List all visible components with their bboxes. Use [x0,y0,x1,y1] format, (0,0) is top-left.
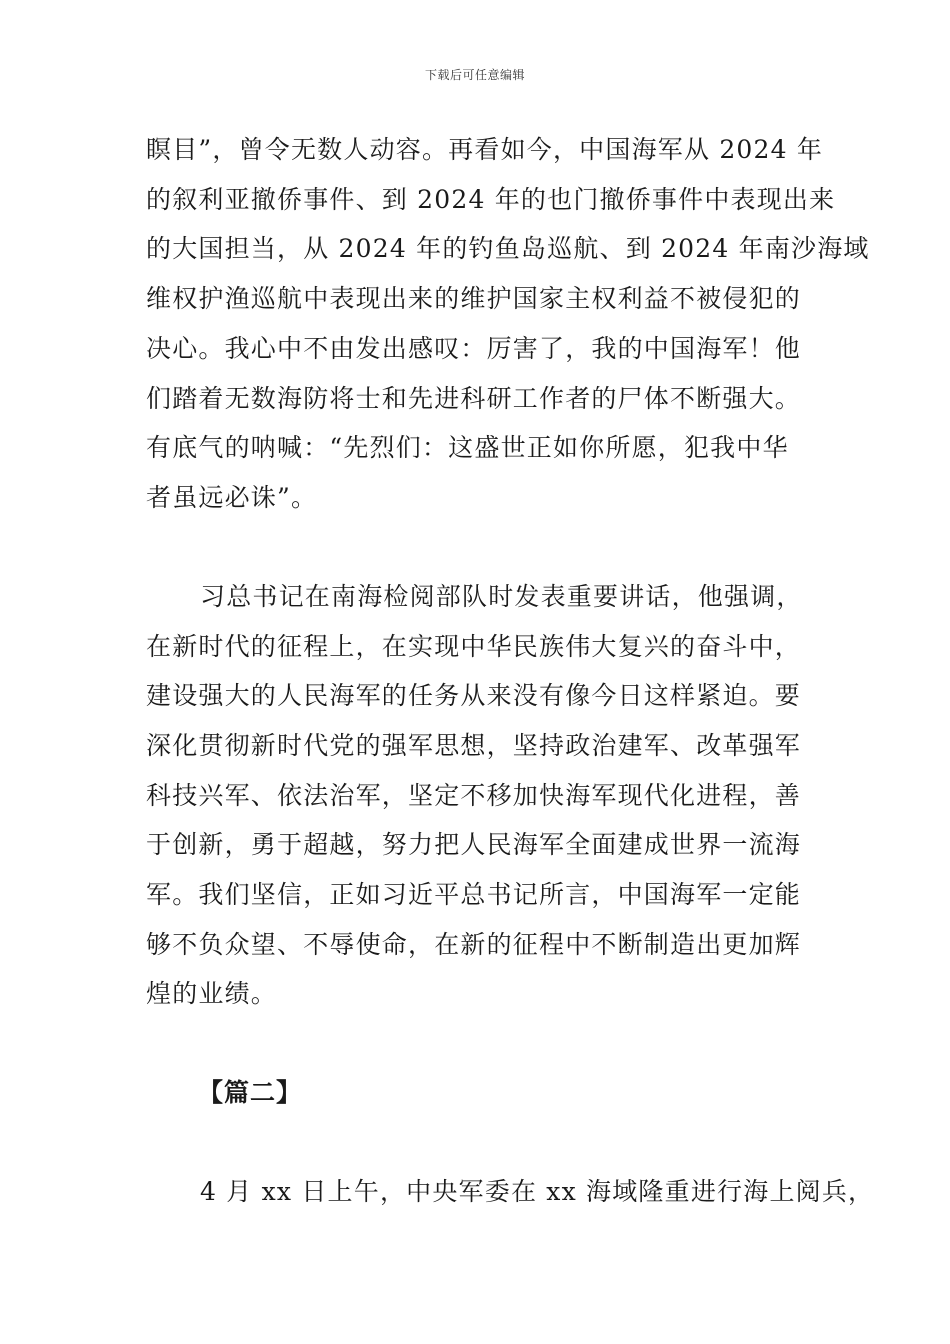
paragraph-line: 煌的业绩。 [146,979,278,1008]
paragraph-line: 们踏着无数海防将士和先进科研工作者的尸体不断强大。 [146,384,802,413]
paragraph-line: 军。我们坚信，正如习近平总书记所言，中国海军一定能 [146,880,802,909]
header-note: 下载后可任意编辑 [424,68,525,82]
paragraph-line: 维权护渔巡航中表现出来的维护国家主权利益不被侵犯的 [146,284,802,313]
paragraph-line: 者虽远必诛”。 [146,483,318,512]
section-heading: 【篇二】 [198,1078,303,1107]
paragraph-line: 有底气的呐喊：“先烈们：这盛世正如你所愿，犯我中华 [146,433,789,462]
paragraph-line: 于创新，勇于超越，努力把人民海军全面建成世界一流海 [146,830,802,859]
paragraph-line: 科技兴军、依法治军，坚定不移加快海军现代化进程，善 [146,781,802,810]
paragraph-line: 够不负众望、不辱使命，在新的征程中不断制造出更加辉 [146,930,802,959]
paragraph-line: 深化贯彻新时代党的强军思想，坚持政治建军、改革强军 [146,731,802,760]
paragraph-line: 习总书记在南海检阅部队时发表重要讲话，他强调， [200,582,803,611]
paragraph-line: 瞑目”，曾令无数人动容。再看如今，中国海军从 2024 年 [146,135,824,164]
paragraph-line: 的大国担当，从 2024 年的钓鱼岛巡航、到 2024 年南沙海域 [146,234,870,263]
paragraph-line: 建设强大的人民海军的任务从来没有像今日这样紧迫。要 [146,681,802,710]
paragraph-line: 在新时代的征程上，在实现中华民族伟大复兴的奋斗中， [146,632,802,661]
paragraph-line: 的叙利亚撤侨事件、到 2024 年的也门撤侨事件中表现出来 [146,185,836,214]
paragraph-line: 决心。我心中不由发出感叹：厉害了，我的中国海军！他 [146,334,802,363]
paragraph-line: 4 月 xx 日上午，中央军委在 xx 海域隆重进行海上阅兵， [200,1177,875,1206]
